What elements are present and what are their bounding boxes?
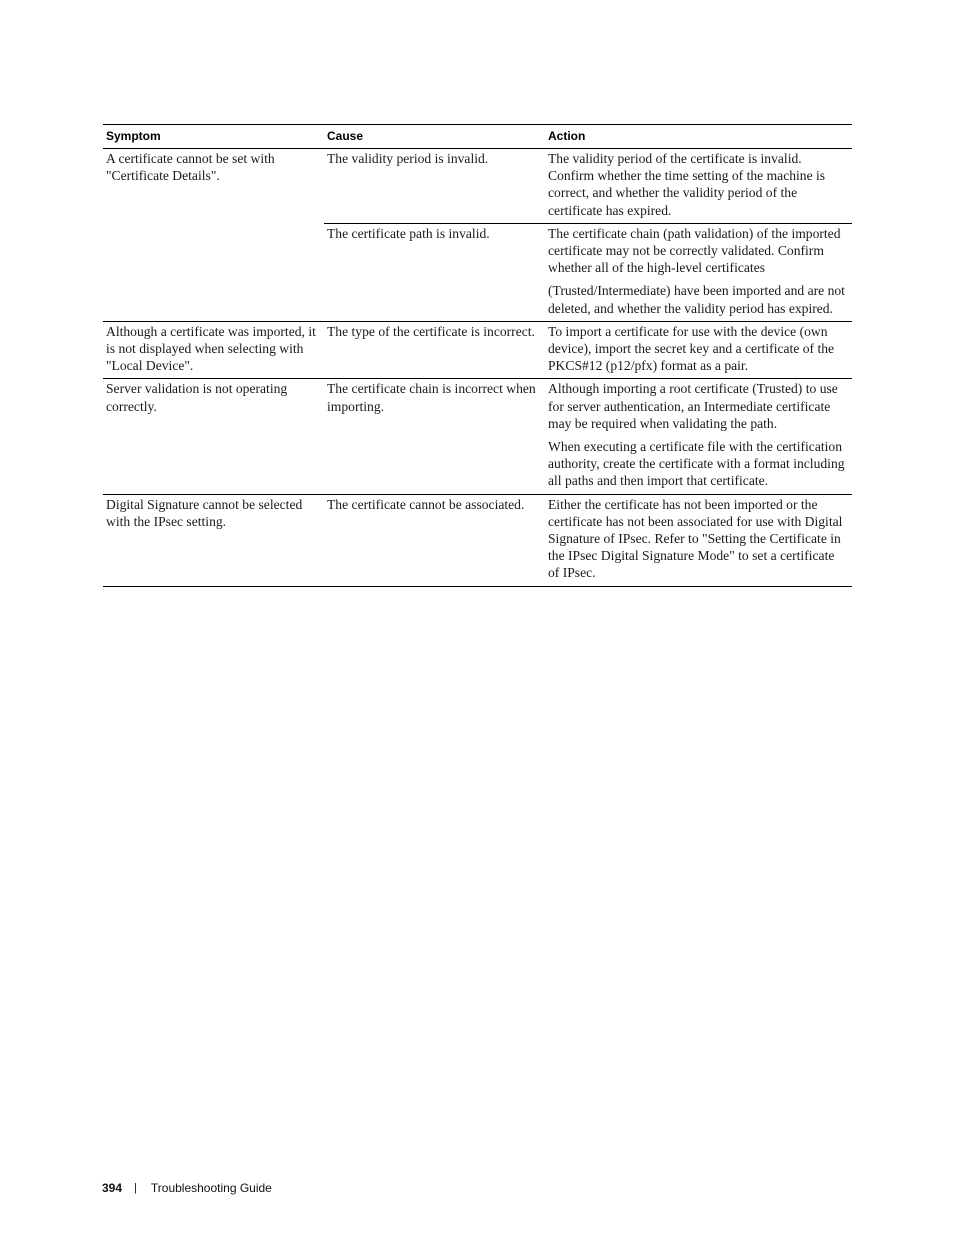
action-text: When executing a certificate file with the certification authority, create the certificate with a format including all paths and then import that certificate.: [548, 439, 845, 489]
section-title: Troubleshooting Guide: [150, 1181, 272, 1195]
symptom-text: Digital Signature cannot be selected with the IPsec setting.: [106, 496, 303, 529]
cause-action-group: [324, 149, 852, 321]
action-cell: [545, 224, 852, 321]
cause-action-row: [324, 149, 852, 223]
cause-cell: [324, 495, 545, 586]
action-cell: [545, 379, 852, 493]
table-header: [103, 125, 852, 149]
cause-cell: [324, 379, 545, 493]
symptom-text: A certificate cannot be set with "Certificate Details".: [106, 151, 275, 184]
header-symptom: Symptom: [106, 129, 161, 143]
cause-text: The validity period is invalid.: [327, 151, 489, 166]
action-cell: [545, 495, 852, 586]
cause-cell: [324, 224, 545, 321]
cause-action-row: [324, 379, 852, 493]
action-text: (Trusted/Intermediate) have been imported and are not deleted, and whether the validity period has expired.: [548, 283, 845, 316]
table-row: [103, 379, 852, 494]
symptom-cell: [103, 379, 324, 493]
cause-action-row: [324, 322, 852, 379]
cause-action-group: [324, 379, 852, 493]
cause-text: The certificate chain is incorrect when importing.: [327, 381, 536, 414]
table-row: [103, 149, 852, 322]
action-text: The validity period of the certificate is invalid. Confirm whether the time setting of the machine is correct, and whether the validity period of the certificate has expired.: [548, 151, 826, 218]
symptom-cell: [103, 149, 324, 321]
page-footer: [102, 1181, 272, 1195]
header-cause: Cause: [327, 129, 364, 143]
symptom-cell: [103, 495, 324, 586]
cause-text: The certificate cannot be associated.: [327, 496, 525, 512]
action-cell: [545, 322, 852, 379]
action-text: Although importing a root certificate (Trusted) to use for server authentication, an Intermediate certificate may be required when validating the path.: [548, 381, 838, 431]
troubleshooting-table: [103, 124, 852, 587]
symptom-text: Server validation is not operating correctly.: [106, 381, 288, 414]
action-text: To import a certificate for use with the device (own device), import the secret key and a certificate of the PKCS#12 (p12/pfx) format as a pair.: [548, 323, 835, 374]
table-row: [103, 322, 852, 380]
symptom-cell: [103, 322, 324, 379]
table-row: [103, 495, 852, 587]
cause-cell: [324, 149, 545, 223]
cause-action-row: [324, 223, 852, 321]
action-cell: [545, 149, 852, 223]
header-action: Action: [548, 129, 586, 143]
cause-action-group: [324, 322, 852, 379]
page-number: 394: [102, 1181, 123, 1195]
cause-action-group: [324, 495, 852, 586]
footer-separator: |: [134, 1182, 137, 1194]
cause-text: The certificate path is invalid.: [327, 225, 490, 241]
cause-cell: [324, 322, 545, 379]
cause-action-row: [324, 495, 852, 586]
action-text: The certificate chain (path validation) of the imported certificate may not be correctly validated. Confirm whether all of the high-level certificates: [548, 225, 841, 276]
action-text: Either the certificate has not been imported or the certificate has not been associated for use with Digital Signature of IPsec. Refer to "Setting the Certificate in the IPsec Digital Signature Mode" to set a certificate of IPsec.: [548, 496, 843, 581]
cause-text: The type of the certificate is incorrect.: [327, 323, 535, 339]
symptom-text: Although a certificate was imported, it is not displayed when selecting with "Local Device".: [106, 323, 316, 374]
